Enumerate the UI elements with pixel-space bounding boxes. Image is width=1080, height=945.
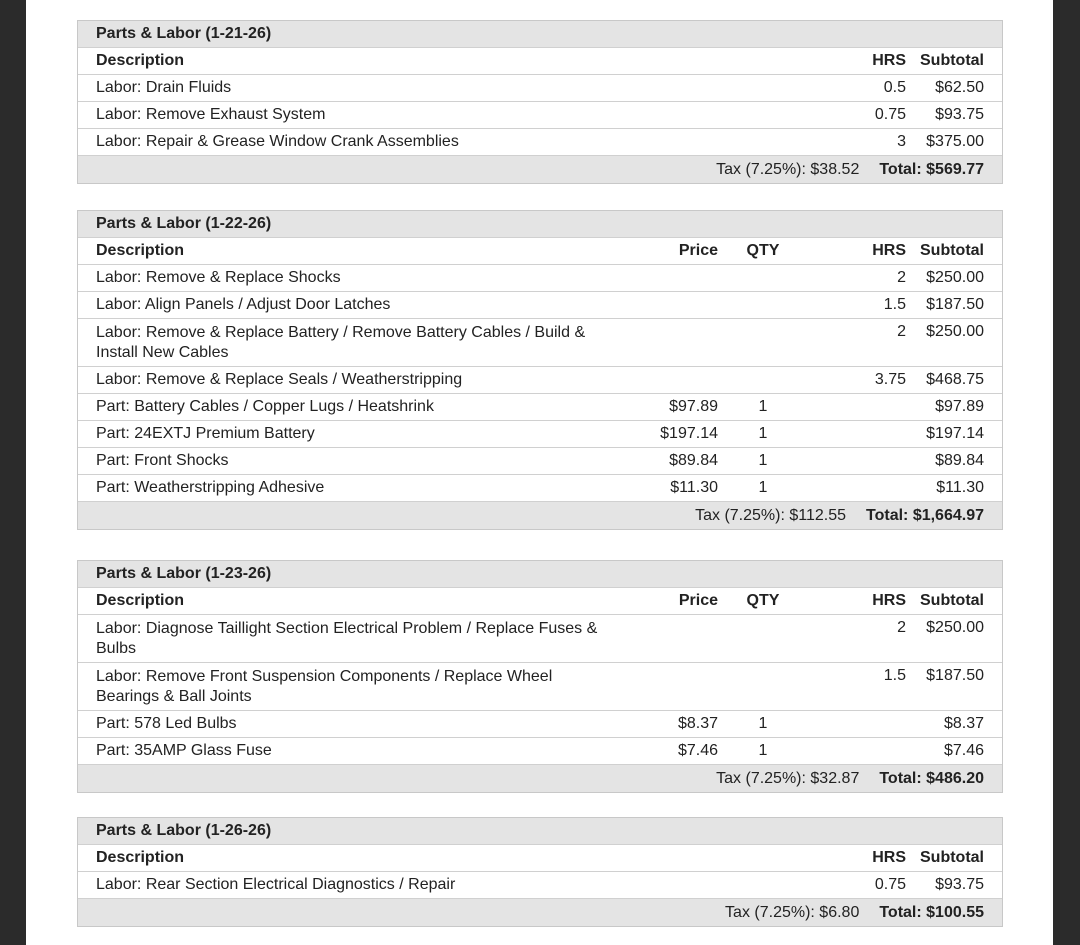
table-row	[78, 129, 1002, 156]
row-price: $89.84	[669, 452, 718, 469]
row-description: Labor: Remove & Replace Seals / Weatherstripping	[96, 371, 463, 388]
row-qty: 1	[758, 479, 768, 496]
table-row	[78, 394, 1002, 421]
section-title: Parts & Labor (1-26-26)	[96, 822, 272, 839]
section-1-22-26	[77, 210, 1003, 530]
row-description: Part: Battery Cables / Copper Lugs / Heatshrink	[96, 398, 434, 415]
row-hrs: 3.75	[874, 371, 906, 388]
row-description: Labor: Diagnose Taillight Section Electrical Problem / Replace Fuses & Bulbs	[96, 620, 598, 657]
total-row	[78, 765, 1002, 792]
column-header-row	[78, 845, 1002, 872]
row-description: Part: 578 Led Bulbs	[96, 715, 237, 732]
total-label: Total:	[879, 160, 922, 178]
row-description: Labor: Remove Front Suspension Components / Replace Wheel Bearings & Ball Joints	[96, 668, 553, 705]
section-title-row	[78, 21, 1002, 48]
column-header-row	[78, 48, 1002, 75]
total-value: $569.77	[926, 160, 984, 178]
row-hrs: 2	[897, 269, 906, 286]
row-subtotal: $187.50	[926, 296, 984, 313]
col-hrs: HRS	[872, 849, 906, 866]
table-row	[78, 663, 1002, 711]
row-hrs: 0.75	[874, 876, 906, 893]
row-hrs: 1.5	[883, 667, 906, 684]
row-subtotal: $187.50	[926, 667, 984, 684]
table-row	[78, 75, 1002, 102]
section-title-row	[78, 211, 1002, 238]
tax-amount: Tax (7.25%): $6.80	[725, 903, 860, 921]
table-row	[78, 319, 1002, 367]
section-title: Parts & Labor (1-21-26)	[96, 25, 272, 42]
table-row	[78, 615, 1002, 663]
column-header-row	[78, 238, 1002, 265]
tax-amount: Tax (7.25%): $38.52	[716, 160, 860, 178]
table-row	[78, 448, 1002, 475]
row-hrs: 2	[897, 323, 906, 340]
row-subtotal: $468.75	[926, 371, 984, 388]
row-subtotal: $97.89	[935, 398, 984, 415]
row-hrs: 1.5	[883, 296, 906, 313]
row-qty: 1	[758, 398, 768, 415]
row-subtotal: $250.00	[926, 323, 984, 340]
row-price: $97.89	[669, 398, 718, 415]
row-subtotal: $11.30	[936, 479, 984, 496]
col-qty: QTY	[746, 592, 780, 609]
total-label: Total:	[879, 769, 922, 787]
total-label: Total:	[879, 903, 922, 921]
col-subtotal: Subtotal	[920, 242, 984, 259]
column-header-row	[78, 588, 1002, 615]
row-subtotal: $8.37	[943, 715, 984, 732]
row-subtotal: $93.75	[935, 106, 984, 123]
total-label: Total:	[866, 506, 909, 524]
total-value: $100.55	[926, 903, 984, 921]
row-subtotal: $7.46	[943, 742, 984, 759]
row-description: Labor: Rear Section Electrical Diagnostics / Repair	[96, 876, 456, 893]
row-price: $197.14	[660, 425, 718, 442]
row-description: Labor: Repair & Grease Window Crank Assemblies	[96, 133, 459, 150]
section-1-23-26	[77, 560, 1003, 793]
row-description: Labor: Drain Fluids	[96, 79, 232, 96]
col-hrs: HRS	[872, 592, 906, 609]
col-subtotal: Subtotal	[920, 849, 984, 866]
row-subtotal: $250.00	[926, 269, 984, 286]
table-row	[78, 421, 1002, 448]
table-row	[78, 738, 1002, 765]
col-description: Description	[96, 849, 185, 866]
row-subtotal: $197.14	[926, 425, 984, 442]
section-title: Parts & Labor (1-22-26)	[96, 215, 272, 232]
table-row	[78, 102, 1002, 129]
row-description: Part: 35AMP Glass Fuse	[96, 742, 272, 759]
col-subtotal: Subtotal	[920, 592, 984, 609]
total-row	[78, 502, 1002, 529]
table-row	[78, 367, 1002, 394]
col-description: Description	[96, 592, 185, 609]
row-description: Part: Weatherstripping Adhesive	[96, 479, 325, 496]
total-row	[78, 899, 1002, 926]
table-row	[78, 475, 1002, 502]
row-description: Part: 24EXTJ Premium Battery	[96, 425, 315, 442]
section-1-26-26	[77, 817, 1003, 927]
tax-amount: Tax (7.25%): $32.87	[716, 769, 860, 787]
row-subtotal: $250.00	[926, 619, 984, 636]
total-value: $486.20	[926, 769, 984, 787]
col-subtotal: Subtotal	[920, 52, 984, 69]
table-row	[78, 265, 1002, 292]
row-description: Labor: Remove Exhaust System	[96, 106, 326, 123]
row-subtotal: $89.84	[935, 452, 984, 469]
total-row	[78, 156, 1002, 183]
invoice-page	[26, 0, 1053, 945]
row-hrs: 0.5	[883, 79, 906, 96]
section-1-21-26	[77, 20, 1003, 184]
table-row	[78, 292, 1002, 319]
row-hrs: 0.75	[874, 106, 906, 123]
col-qty: QTY	[746, 242, 780, 259]
row-qty: 1	[758, 452, 768, 469]
total-value: $1,664.97	[912, 506, 984, 524]
row-price: $8.37	[677, 715, 718, 732]
row-hrs: 3	[897, 133, 906, 150]
table-row	[78, 872, 1002, 899]
table-row	[78, 711, 1002, 738]
row-price: $11.30	[670, 479, 718, 496]
col-hrs: HRS	[872, 242, 906, 259]
row-description: Labor: Remove & Replace Shocks	[96, 269, 341, 286]
row-description: Labor: Align Panels / Adjust Door Latches	[96, 296, 391, 313]
section-title: Parts & Labor (1-23-26)	[96, 565, 272, 582]
tax-amount: Tax (7.25%): $112.55	[695, 506, 846, 524]
row-qty: 1	[758, 742, 768, 759]
row-description: Part: Front Shocks	[96, 452, 229, 469]
section-title-row	[78, 561, 1002, 588]
row-price: $7.46	[677, 742, 718, 759]
col-description: Description	[96, 52, 185, 69]
row-description: Labor: Remove & Replace Battery / Remove Battery Cables / Build & Install New Cables	[96, 324, 586, 361]
col-hrs: HRS	[872, 52, 906, 69]
row-qty: 1	[758, 425, 768, 442]
row-subtotal: $93.75	[935, 876, 984, 893]
section-title-row	[78, 818, 1002, 845]
row-qty: 1	[758, 715, 768, 732]
row-subtotal: $375.00	[926, 133, 984, 150]
col-price: Price	[678, 242, 718, 259]
row-hrs: 2	[897, 619, 906, 636]
col-description: Description	[96, 242, 185, 259]
row-subtotal: $62.50	[935, 79, 984, 96]
col-price: Price	[678, 592, 718, 609]
